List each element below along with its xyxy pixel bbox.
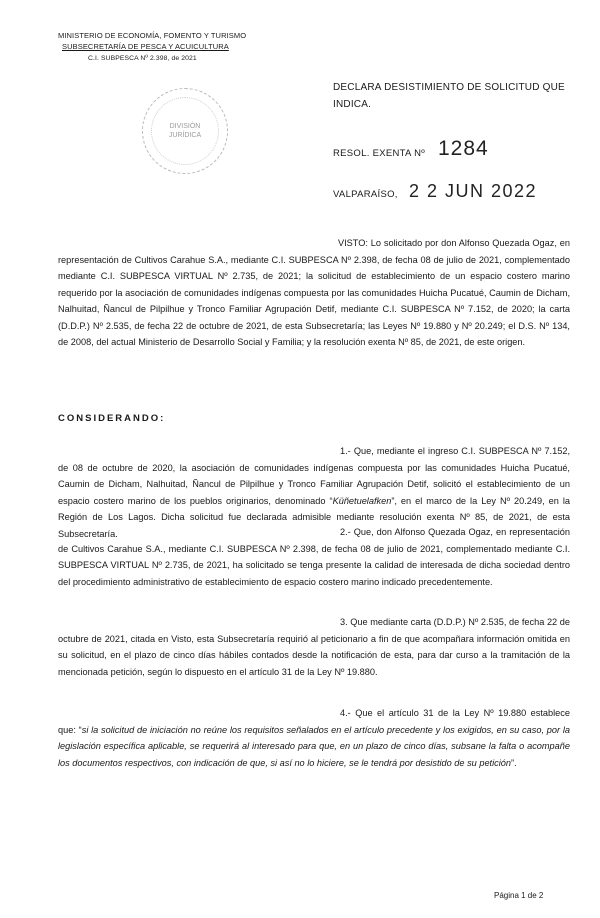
stamp-text <box>143 122 227 140</box>
resolution-number: 1284 <box>438 137 489 160</box>
resolution-title: DECLARA DESISTIMIENTO DE SOLICITUD QUE INDICA. <box>333 82 565 110</box>
p4-quote: si la solicitud de iniciación no reúne los requisitos señalados en el artículo precedente y los exigidos, en su caso, por la legislación específica aplicable, se requerirá al interesado para que, en un plazo de cinco días, subsane la falta o acompañe los documentos respectivos, con indicación de que, si así no lo hiciere, se le tendrá por desistido de su petición <box>58 724 570 768</box>
division-stamp <box>142 88 228 174</box>
p1-text-b: ”, en el marco de la Ley Nº 20.249, en la Región de Los Lagos. Dicha solicitud fue declarada admisible mediante resolución exenta Nº 85, de 2021, de esta Subsecretaría. <box>58 495 571 539</box>
p2-text: Que, don Alfonso Quezada Ogaz, en representación de Cultivos Carahue S.A., mediante C.I. SUBPESCA Nº 2.398, de fecha 08 de julio de 2021, complementado mediante C.I. SUBPESCA VIRTUAL Nº 2.735, de 2021, ha solicitado se tenga presente la calidad de interesada de dicha sociedad dentro del procedimiento administrativo de establecimiento de espacio costero marino indicado precedentemente. <box>58 527 570 587</box>
p4-text-a: Que el artículo 31 de la Ley Nº 19.880 establece que: “ <box>58 708 570 735</box>
p3-text: Que mediante carta (D.D.P.) Nº 2.535, de fecha 22 de octubre de 2021, citada en Visto, esta Subsecretaría requirió al peticionario a fin de que acompañara información omitida en su solicitud, en el plazo de cinco días hábiles contados desde la notificación de esta, para dar curso a la tramitación de la mencionada petición, según lo dispuesto en el artículo 31 de la Ley Nº 19.880. <box>58 617 570 677</box>
city-label: VALPARAÍSO, <box>333 189 398 200</box>
resolution-label: RESOL. EXENTA Nº <box>333 148 426 159</box>
p1-number: 1.- <box>340 446 351 456</box>
subsecretariat-name: SUBSECRETARÍA DE PESCA Y ACUICULTURA <box>62 42 229 51</box>
considerando-3 <box>58 614 570 680</box>
visto-paragraph <box>58 235 570 351</box>
stamp-line-2: JURÍDICA <box>168 132 202 139</box>
page-number: Página 1 de 2 <box>494 891 544 900</box>
stamp-line-1: DIVISIÓN <box>169 123 201 130</box>
p4-text-b: ”. <box>511 757 517 768</box>
p4-number: 4.- <box>340 708 351 718</box>
date-stamp: 2 2 JUN 2022 <box>409 181 538 201</box>
p1-ecmpo-name: Küñetuelafken <box>332 495 392 506</box>
visto-text: Lo solicitado por don Alfonso Quezada Ogaz, en representación de Cultivos Carahue S.A., mediante C.I. SUBPESCA Nº 2.398, de fecha 08 de julio de 2021, complementado mediante C.I. SUBPESCA VIRTUAL Nº 2.735, de 2021; la solicitud de establecimiento de un espacio costero marino requerido por la asociación de comunidades indígenas compuesta por las comunidades Huicha Pucatué, Caumin de Dicham, Nalhuitad, Ñancul de Pilpilhue y Tronco Familiar Agrupación Detif, mediante C.I. SUBPESCA Nº 7.152, de 2020; la carta (D.D.P.) Nº 2.535, de fecha 22 de octubre de 2021, de esta Subsecretaría; las Leyes Nº 19.880 y Nº 20.249; el D.S. Nº 134, de 2008, del actual Ministerio de Desarrollo Social y Familia; y la resolución exenta Nº 85, de 2021, de este origen. <box>58 238 570 347</box>
visto-lead: VISTO: <box>338 238 368 248</box>
considerando-heading: CONSIDERANDO: <box>58 413 166 424</box>
p2-number: 2.- <box>340 527 351 537</box>
p3-number: 3. <box>340 617 348 627</box>
reference-line: C.I. SUBPESCA Nº 2.398, de 2021 <box>88 55 197 62</box>
ministry-name: MINISTERIO DE ECONOMÍA, FOMENTO Y TURISMO <box>58 31 247 40</box>
considerando-4 <box>58 705 570 771</box>
considerando-2 <box>58 524 570 590</box>
p1-text-a: Que, mediante el ingreso C.I. SUBPESCA Nº 7.152, de 08 de octubre de 2020, la asociación de comunidades indígenas compuesta por las comunidades Huicha Pucatué, Caumin de Dicham, Nalhuitad, Ñancul de Pilpilhue y Tronco Familiar Agrupación Detif, solicitó el establecimiento de un espacio costero marino de los pueblos originarios, denominado “ <box>58 446 570 506</box>
